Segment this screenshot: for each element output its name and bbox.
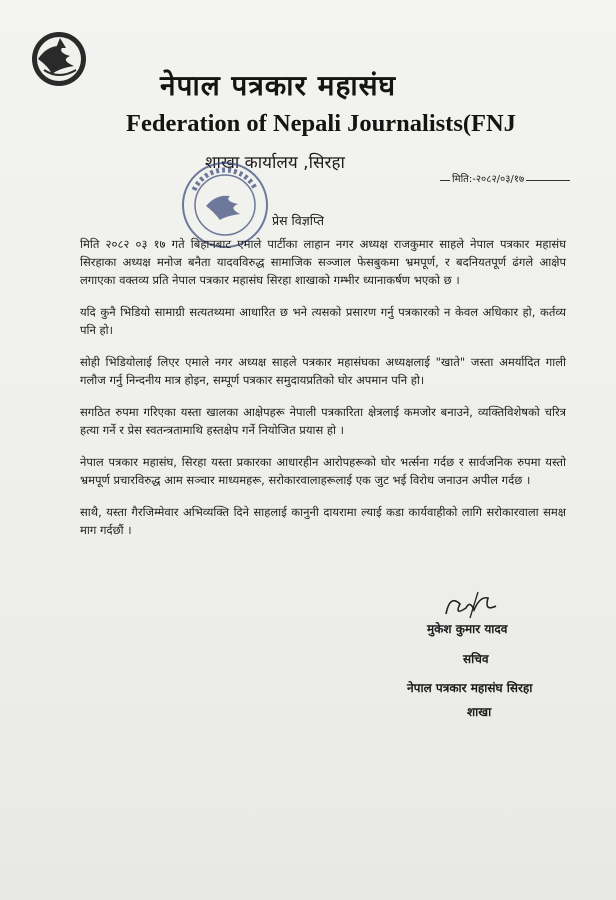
paragraph: नेपाल पत्रकार महासंघ, सिरहा यस्ता प्रकारका आधारहीन आरोपहरूको घोर भर्त्सना गर्दछ र सार्वजनिक रुपमा यस्तो भ्रमपूर्ण प्रचारविरुद्ध आम सञ्चार माध्यमहरू, सरोकारवालाहरूलाई एक जुट भई विरोध जनाउन अपील गर्दछ । <box>80 455 566 487</box>
press-release-title: प्रेस विज्ञप्ति <box>272 213 324 228</box>
paragraph: सगठित रुपमा गरिएका यस्ता खालका आक्षेपहरू नेपाली पत्रकारिता क्षेत्रलाई कमजोर बनाउने, व्यक्तिविशेषको चरित्र हत्या गर्ने र प्रेस स्वतन्त्रतामाथि हस्तक्षेप गर्ने नियोजित प्रयास हो । <box>80 405 566 437</box>
date-ref: मिति:-२०८२/०३/१७ <box>450 171 526 185</box>
paragraph: साथै, यस्ता गैरजिम्मेवार अभिव्यक्ति दिने साहलाई कानुनी दायरामा ल्याई कडा कार्यवाहीको लागि सरोकारवाला समक्ष माग गर्दछौं । <box>80 505 566 537</box>
paragraph: मिति २०८२ ०३ १७ गते बिहानबाट एमाले पार्टीका लाहान नगर अध्यक्ष राजकुमार साहले नेपाल पत्रकार महासंघ सिरहाका अध्यक्ष मनोज बनैता यादवविरुद्ध सामाजिक सञ्जाल फेसबुकमा भ्रमपूर्ण, र बदनियतपूर्ण ढंगले आक्षेप लगाएका वक्तव्य प्रति नेपाल पत्रकार महासंघ सिरहा शाखाको गम्भीर ध्यानाकर्षण भएको छ । <box>80 237 566 287</box>
signatory-branch: शाखा <box>467 705 492 719</box>
signatory-name: मुकेश कुमार यादव <box>427 622 508 636</box>
branch-office-label: शाखा कार्यालय ,सिरहा <box>205 153 345 173</box>
fnj-logo-icon <box>30 30 88 88</box>
signatory-organization: नेपाल पत्रकार महासंघ सिरहा <box>407 681 533 695</box>
signatory-title: सचिव <box>463 652 489 666</box>
org-name-nepali: नेपाल पत्रकार महासंघ <box>160 69 397 102</box>
paragraph: सोही भिडियोलाई लिएर एमाले नगर अध्यक्ष साहले पत्रकार महासंघका अध्यक्षलाई "खाते" जस्ता अमर्यादित गाली गलौज गर्नु निन्दनीय मात्र होइन, सम्पूर्ण पत्रकार समुदायप्रतिको घोर अपमान पनि हो। <box>80 355 566 387</box>
paragraph: यदि कुनै भिडियो सामाग्री सत्यतथ्यमा आधारित छ भने त्यसको प्रसारण गर्नु पत्रकारको न केवल अधिकार हो, कर्तव्य पनि हो। <box>80 305 566 337</box>
org-name-english: Federation of Nepali Journalists(FNJ <box>126 110 516 137</box>
press-release-body <box>80 235 566 553</box>
